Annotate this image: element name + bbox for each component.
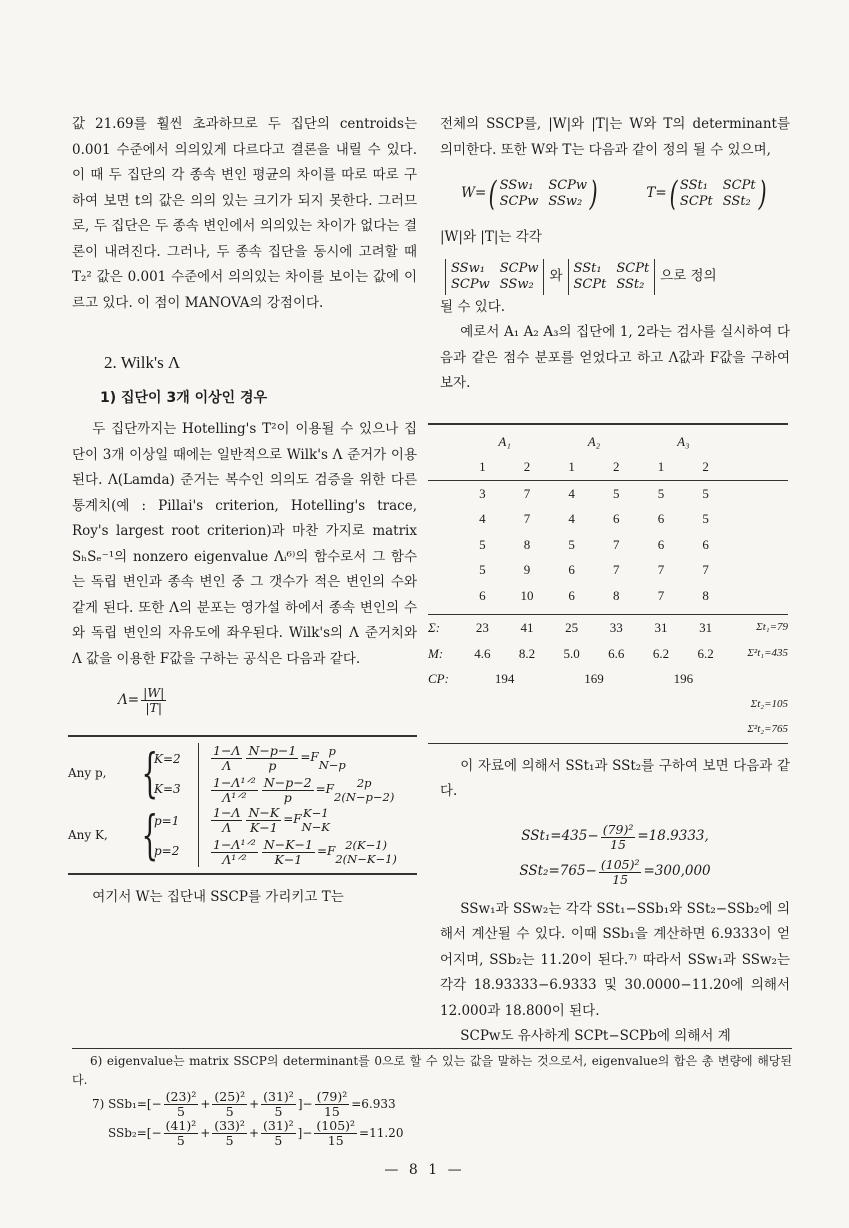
footnote-7-line-2: SSb₂= [− $\frac{\text{(41)²}}{5}$ + $\frac{\text{(33)²}}{5}$ + $\frac{\text{(31)²}}{5}$ ]− $\frac{\text{(105)²}}{15}$ =11.20	[108, 1118, 404, 1148]
table-row-means: M: 4.6 8.2 5.0 6.6 6.2 6.2 Σ²t₁=435	[428, 645, 788, 661]
ss-t2-equation: SSt₂=765− $\frac{\text{(105)²}}{15}$ =300,000	[519, 856, 711, 887]
table-row: 5 9 6 7 7 7	[479, 562, 709, 577]
section-title: 2. Wilk's Λ	[104, 353, 181, 372]
matrix-definitions	[440, 174, 790, 214]
table-row: 6 10 6 8 7 8	[479, 587, 709, 603]
page-number: — 8 1 —	[384, 1162, 465, 1178]
t-matrix: T= ( SSt₁ SCPt SCPt SSt₂ )	[646, 174, 767, 214]
left-paragraph-3: 여기서 W는 집단내 SSCP를 가리키고 T는	[92, 889, 344, 905]
footnote-7-line-1: 7) SSb₁= [− $\frac{\text{(23)²}}{5}$ + $\frac{\text{(25)²}}{5}$ + $\frac{\text{(31)²}}{5}$ ]− $\frac{\text{(79)²}}{15}$ =6.933	[92, 1089, 396, 1119]
formula-f4: $\frac{\text{1−Λ¹ᐟ²}}{\text{Λ¹ᐟ²}}$ $\frac{N-K-1}{K-1}$ =F 2(K−1) 2(N−K−1)	[213, 836, 397, 867]
right-paragraph-1: 전체의 SSCP를, |W|와 |T|는 W와 T의 determinant를 의미한다. 또한 W와 T는 다음과 같이 정의 될 수 있으며,	[440, 116, 790, 158]
table-subheader: 1 2 1 2 1 2	[428, 454, 788, 480]
footnote-rule	[72, 1048, 792, 1049]
formula-row-any-p: Any p, { K=2 K=3 $\frac{1-\Lambda}{\Lambda}$ $\frac{N-p-1}{p}$ =F p N−p $\frac{\text{1−Λ¹ᐟ²}}{\text{Λ¹ᐟ²}}$ $\frac{N-p-2}{p}$ =F 2p 2(N−p−2)	[68, 742, 395, 805]
right-paragraph-5: 예로서 A₁ A₂ A₃의 집단에 1, 2라는 검사를 실시하여 다음과 같은 점수 분포를 얻었다고 하고 Λ값과 F값을 구하여 보자.	[440, 324, 790, 391]
table-row: 5 8 5 7 6 6	[479, 536, 709, 552]
formula-row-any-k: Any K, { p=1 p=2 $\frac{1-\Lambda}{\Lambda}$ $\frac{N-K}{K-1}$ =F K−1 N−K $\frac{\text{1−Λ¹ᐟ²}}{\text{Λ¹ᐟ²}}$ $\frac{N-K-1}{K-1}$ =F 2(K−1) 2(N−K−1)	[68, 804, 397, 867]
lambda-equation: Λ= $\frac{|W|}{|T|}$	[118, 685, 165, 715]
f-formula-box	[68, 735, 417, 875]
left-column	[68, 112, 417, 911]
footnote-6: 6) eigenvalue는 matrix SSCP의 determinant를 0으로 할 수 있는 값을 말하는 것으로서, eigenvalue의 합은 총 변량에 해당된다.	[72, 1054, 792, 1087]
subsection-title: 1) 집단이 3개 이상인 경우	[100, 389, 268, 406]
formula-f3: $\frac{1-\Lambda}{\Lambda}$ $\frac{N-K}{K-1}$ =F K−1 N−K	[213, 804, 330, 835]
determinant-definitions: SSw₁ SCPw SCPw SSw₂ 와 SSt₁ SCPt SCPt SSt₂ 으로 정의	[440, 259, 790, 295]
left-paragraph-2: 두 집단까지는 Hotelling's T²이 이용될 수 있으나 집단이 3개 이상일 때에는 일반적으로 Wilk's Λ 준거가 이용된다. Λ(Lamda) 준거는 복수인 의의도 검증을 위한 다른 통계치(예 : Pillai's criterion, Hotelling's trace, Roy's largest root criterion)과 마찬 가지로 matrix SₕSₑ⁻¹의 nonzero eigenvalue Λᵢ⁶⁾의 함수로서 그 함수는 독립 변인과 종속 변인 중 그 갯수가 적은 변인의 수와 같게 된다. 또한 Λ의 분포는 영가설 하에서 종속 변인의 수와 독립 변인의 자유도에 좌우된다. Wilk's의 Λ 준거치와 Λ 값을 이용한 F값을 구하는 공식은 다음과 같다.	[72, 421, 417, 667]
right-paragraph-8: SCPw도 유사하게 SCPt−SCPb에 의해서 계	[460, 1028, 731, 1044]
score-table: A₁ A₂ A₃ 1 2 1 2 1 2 3 7 4 5 5 5 4 7 4 6 6 5 5 8 5 7 6 6 5 9 6 7 7 7 6 10 6 8 7 8 Σ: 23 41 25 33 31 31 Σt₁=79 M: 4.6 8.2 5.0 6.6 6.2 6.2 Σ²t₁=435 CP: 194 169 196 Σt₂=105 Σ²t₂=765	[428, 423, 788, 744]
ss-total-equations	[440, 823, 790, 887]
right-column	[428, 112, 790, 1050]
ss-t1-equation: SSt₁=435− $\frac{\text{(79)²}}{15}$ =18.9333,	[521, 821, 709, 852]
right-paragraph-4: 될 수 있다.	[440, 298, 506, 315]
right-paragraph-7: SSw₁과 SSw₂는 각각 SSt₁−SSb₁와 SSt₂−SSb₂에 의해서 계산될 수 있다. 이때 SSb₁을 계산하면 6.9333이 얻어지며, SSb₂는 11.20이 된다.⁷⁾ 따라서 SSw₁과 SSw₂는 각각 18.93333−6.9333 및 30.0000−11.20에 의해서 12.000과 18.800이 된다.	[440, 900, 790, 1019]
right-paragraph-6: 이 자료에 의해서 SSt₁과 SSt₂를 구하여 보면 다음과 같다.	[440, 757, 790, 799]
table-row-sums: Σ: 23 41 25 33 31 31 Σt₁=79	[428, 620, 788, 635]
w-matrix: W= ( SSw₁ SCPw SCPw SSw₂ )	[461, 174, 598, 214]
table-group-header: A₁ A₂ A₃	[498, 433, 690, 449]
table-row: 3 7 4 5 5 5	[479, 485, 709, 501]
formula-f1: $\frac{1-\Lambda}{\Lambda}$ $\frac{N-p-1}{p}$ =F p N−p	[213, 742, 346, 773]
footnotes	[72, 1052, 792, 1148]
right-paragraph-2: |W|와 |T|는 각각	[440, 229, 542, 245]
table-row-cp: CP: 194 169 196	[428, 671, 694, 686]
table-row: 4 7 4 6 6 5	[479, 511, 709, 526]
formula-f2: $\frac{\text{1−Λ¹ᐟ²}}{\text{Λ¹ᐟ²}}$ $\frac{N-p-2}{p}$ =F 2p 2(N−p−2)	[213, 774, 395, 805]
left-paragraph-1: 값 21.69를 훨씬 초과하므로 두 집단의 centroids는 0.001 수준에서 의의있게 다르다고 결론을 내릴 수 있다. 이 때 두 집단의 각 종속 변인 평균의 차이를 따로 따로 구하여 보면 t의 값은 의의 있는 크기가 되지 못한다. 그러므로, 두 집단은 두 종속 변인에서 의의있는 차이가 없다는 결론이 내려진다. 그러나, 두 종속 집단을 동시에 고려할 때 T₂² 값은 0.001 수준에서 의의있는 차이를 보이는 값에 이르고 있다. 이 점이 MANOVA의 강점이다.	[72, 116, 417, 311]
